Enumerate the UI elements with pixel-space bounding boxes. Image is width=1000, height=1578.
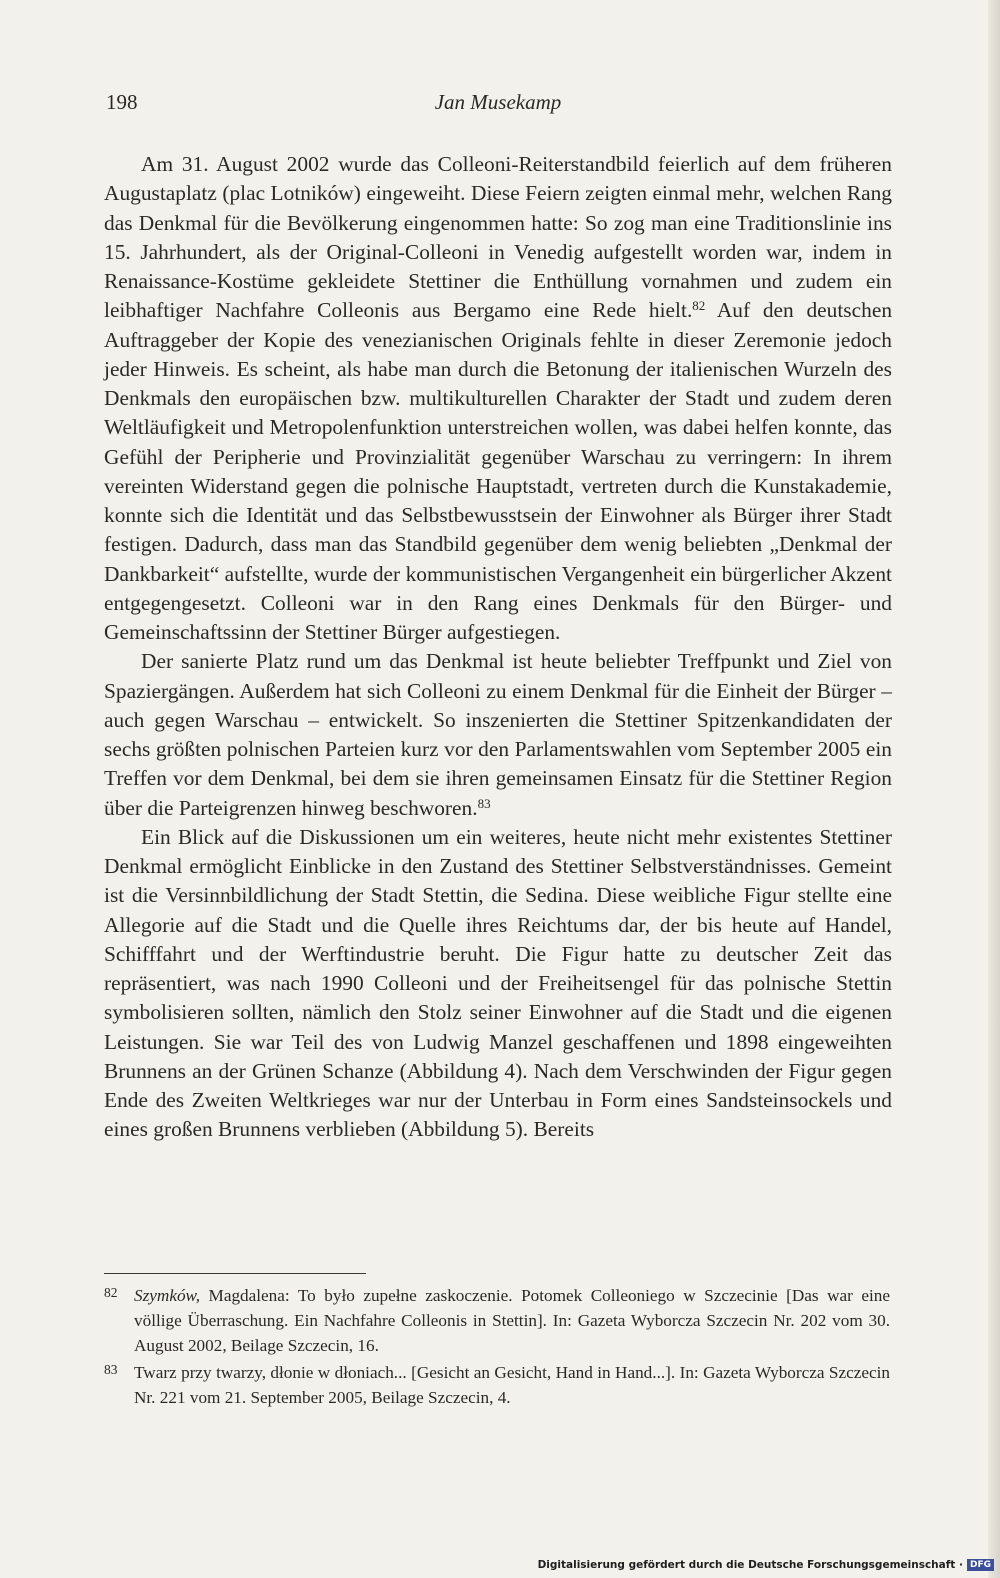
page-edge-shadow	[988, 0, 1000, 1578]
footnote-text: Twarz przy twarzy, dłonie w dłoniach... [Gesicht an Gesicht, Hand in Hand...]. In: Gazeta Wyborcza Szczecin Nr. 221 vom 21. September 2005, Beilage Szczecin, 4.	[134, 1363, 890, 1407]
footnote-ref-82[interactable]: 82	[692, 298, 706, 314]
paragraph-1-part-a: Am 31. August 2002 wurde das Colleoni-Reiterstandbild feierlich auf dem früheren Augustaplatz (plac Lotników) eingeweiht. Diese Feiern zeigten einmal mehr, welchen Rang das Denkmal für die Bevölkerung eingenommen hatte: So zog man eine Traditionslinie ins 15. Jahrhundert, als der Original-Colleoni in Venedig aufgestellt worden war, indem in Renaissance-Kostüme gekleidete Stettiner die Enthüllung vornahmen und zudem ein leibhaftiger Nachfahre Colleonis aus Bergamo eine Rede hielt.	[104, 152, 892, 323]
footnote-83	[104, 1360, 890, 1410]
footnote-ref-83[interactable]: 83	[477, 795, 491, 811]
page-number: 198	[106, 90, 138, 114]
paragraph-3: Ein Blick auf die Diskussionen um ein weiteres, heute nicht mehr existentes Stettiner Denkmal ermöglicht Einblicke in den Zustand des Stettiner Selbstverständnisses. Gemeint ist die Versinnbildlichung der Stadt Stettin, die Sedina. Diese weibliche Figur stellte eine Allegorie auf die Stadt und die Quelle ihres Reichtums dar, der bis heute auf Handel, Schifffahrt und der Werftindustrie beruht. Die Figur hatte zu deutscher Zeit das repräsentiert, was nach 1990 Colleoni und der Freiheitsengel für das polnische Stettin symbolisieren sollten, nämlich den Stolz seiner Einwohner auf die Stadt und die eigenen Leistungen. Sie war Teil des von Ludwig Manzel geschaffenen und 1898 eingeweihten Brunnens an der Grünen Schanze (Abbildung 4). Nach dem Verschwinden der Figur gegen Ende des Zweiten Weltkrieges war nur der Unterbau in Form eines Sandsteinsockels und eines großen Brunnens verblieben (Abbildung 5). Bereits	[104, 824, 892, 1142]
footnote-author: Szymków,	[134, 1286, 201, 1305]
footnote-text: Magdalena: To było zupełne zaskoczenie. Potomek Colleoniego w Szczecinie [Das war eine völlige Überraschung. Ein Nachfahre Colleonis in Stettin]. In: Gazeta Wyborcza Szczecin Nr. 202 vom 30. August 2002, Beilage Szczecin, 16.	[134, 1286, 890, 1355]
footnote-number: 83	[104, 1362, 118, 1377]
footnote-separator	[104, 1273, 366, 1274]
dfg-logo-icon: DFG	[967, 1559, 994, 1571]
running-title: Jan Musekamp	[434, 90, 562, 114]
paragraph-1	[104, 150, 892, 647]
paragraph-1-part-b: Auf den deutschen Auftraggeber der Kopie des venezianischen Originals fehlte in dieser Zeremonie jedoch jeder Hinweis. Es scheint, als habe man durch die Betonung der italienischen Wurzeln des Denkmals den europäischen bzw. multikulturellen Charakter der Stadt und zudem deren Weltläufigkeit und Metropolenfunktion unterstreichen wollen, was dabei helfen konnte, das Gefühl der Peripherie und Provinzialität gegenüber Warschau zu verringern: In ihrem vereinten Widerstand gegen die polnische Hauptstadt, vertreten durch die Kunstakademie, konnte sich die Identität und das Selbstbewusstsein der Einwohner als Bürger ihrer Stadt festigen. Dadurch, dass man das Standbild gegenüber dem wenig beliebten „Denkmal der Dankbarkeit“ aufstellte, wurde der kommunistischen Vergangenheit ein bürgerlicher Akzent entgegengesetzt. Colleoni war in den Rang eines Denkmals für den Bürger- und Gemeinschaftssinn der Stettiner Bürger aufgestiegen.	[104, 298, 893, 644]
footnotes	[104, 1283, 890, 1412]
paragraph-2	[104, 647, 892, 823]
footnote-82	[104, 1283, 890, 1358]
footnote-number: 82	[104, 1285, 118, 1300]
paragraph-2-text: Der sanierte Platz rund um das Denkmal ist heute beliebter Treffpunkt und Ziel von Spaziergängen. Außerdem hat sich Colleoni zu einem Denkmal für die Einheit der Bürger – auch gegen Warschau – entwickelt. So inszenierten die Stettiner Spitzenkandidaten der sechs größten polnischen Parteien kurz vor den Parlamentswahlen vom September 2005 ein Treffen vor dem Denkmal, bei dem sie ihren gemeinsamen Einsatz für die Stettiner Region über die Parteigrenzen hinweg beschworen.	[104, 649, 892, 820]
page-header	[106, 90, 890, 120]
digitization-credit	[538, 1556, 994, 1574]
main-text	[104, 150, 892, 1145]
credit-text: Digitalisierung gefördert durch die Deutsche Forschungsgemeinschaft ·	[537, 1559, 963, 1571]
